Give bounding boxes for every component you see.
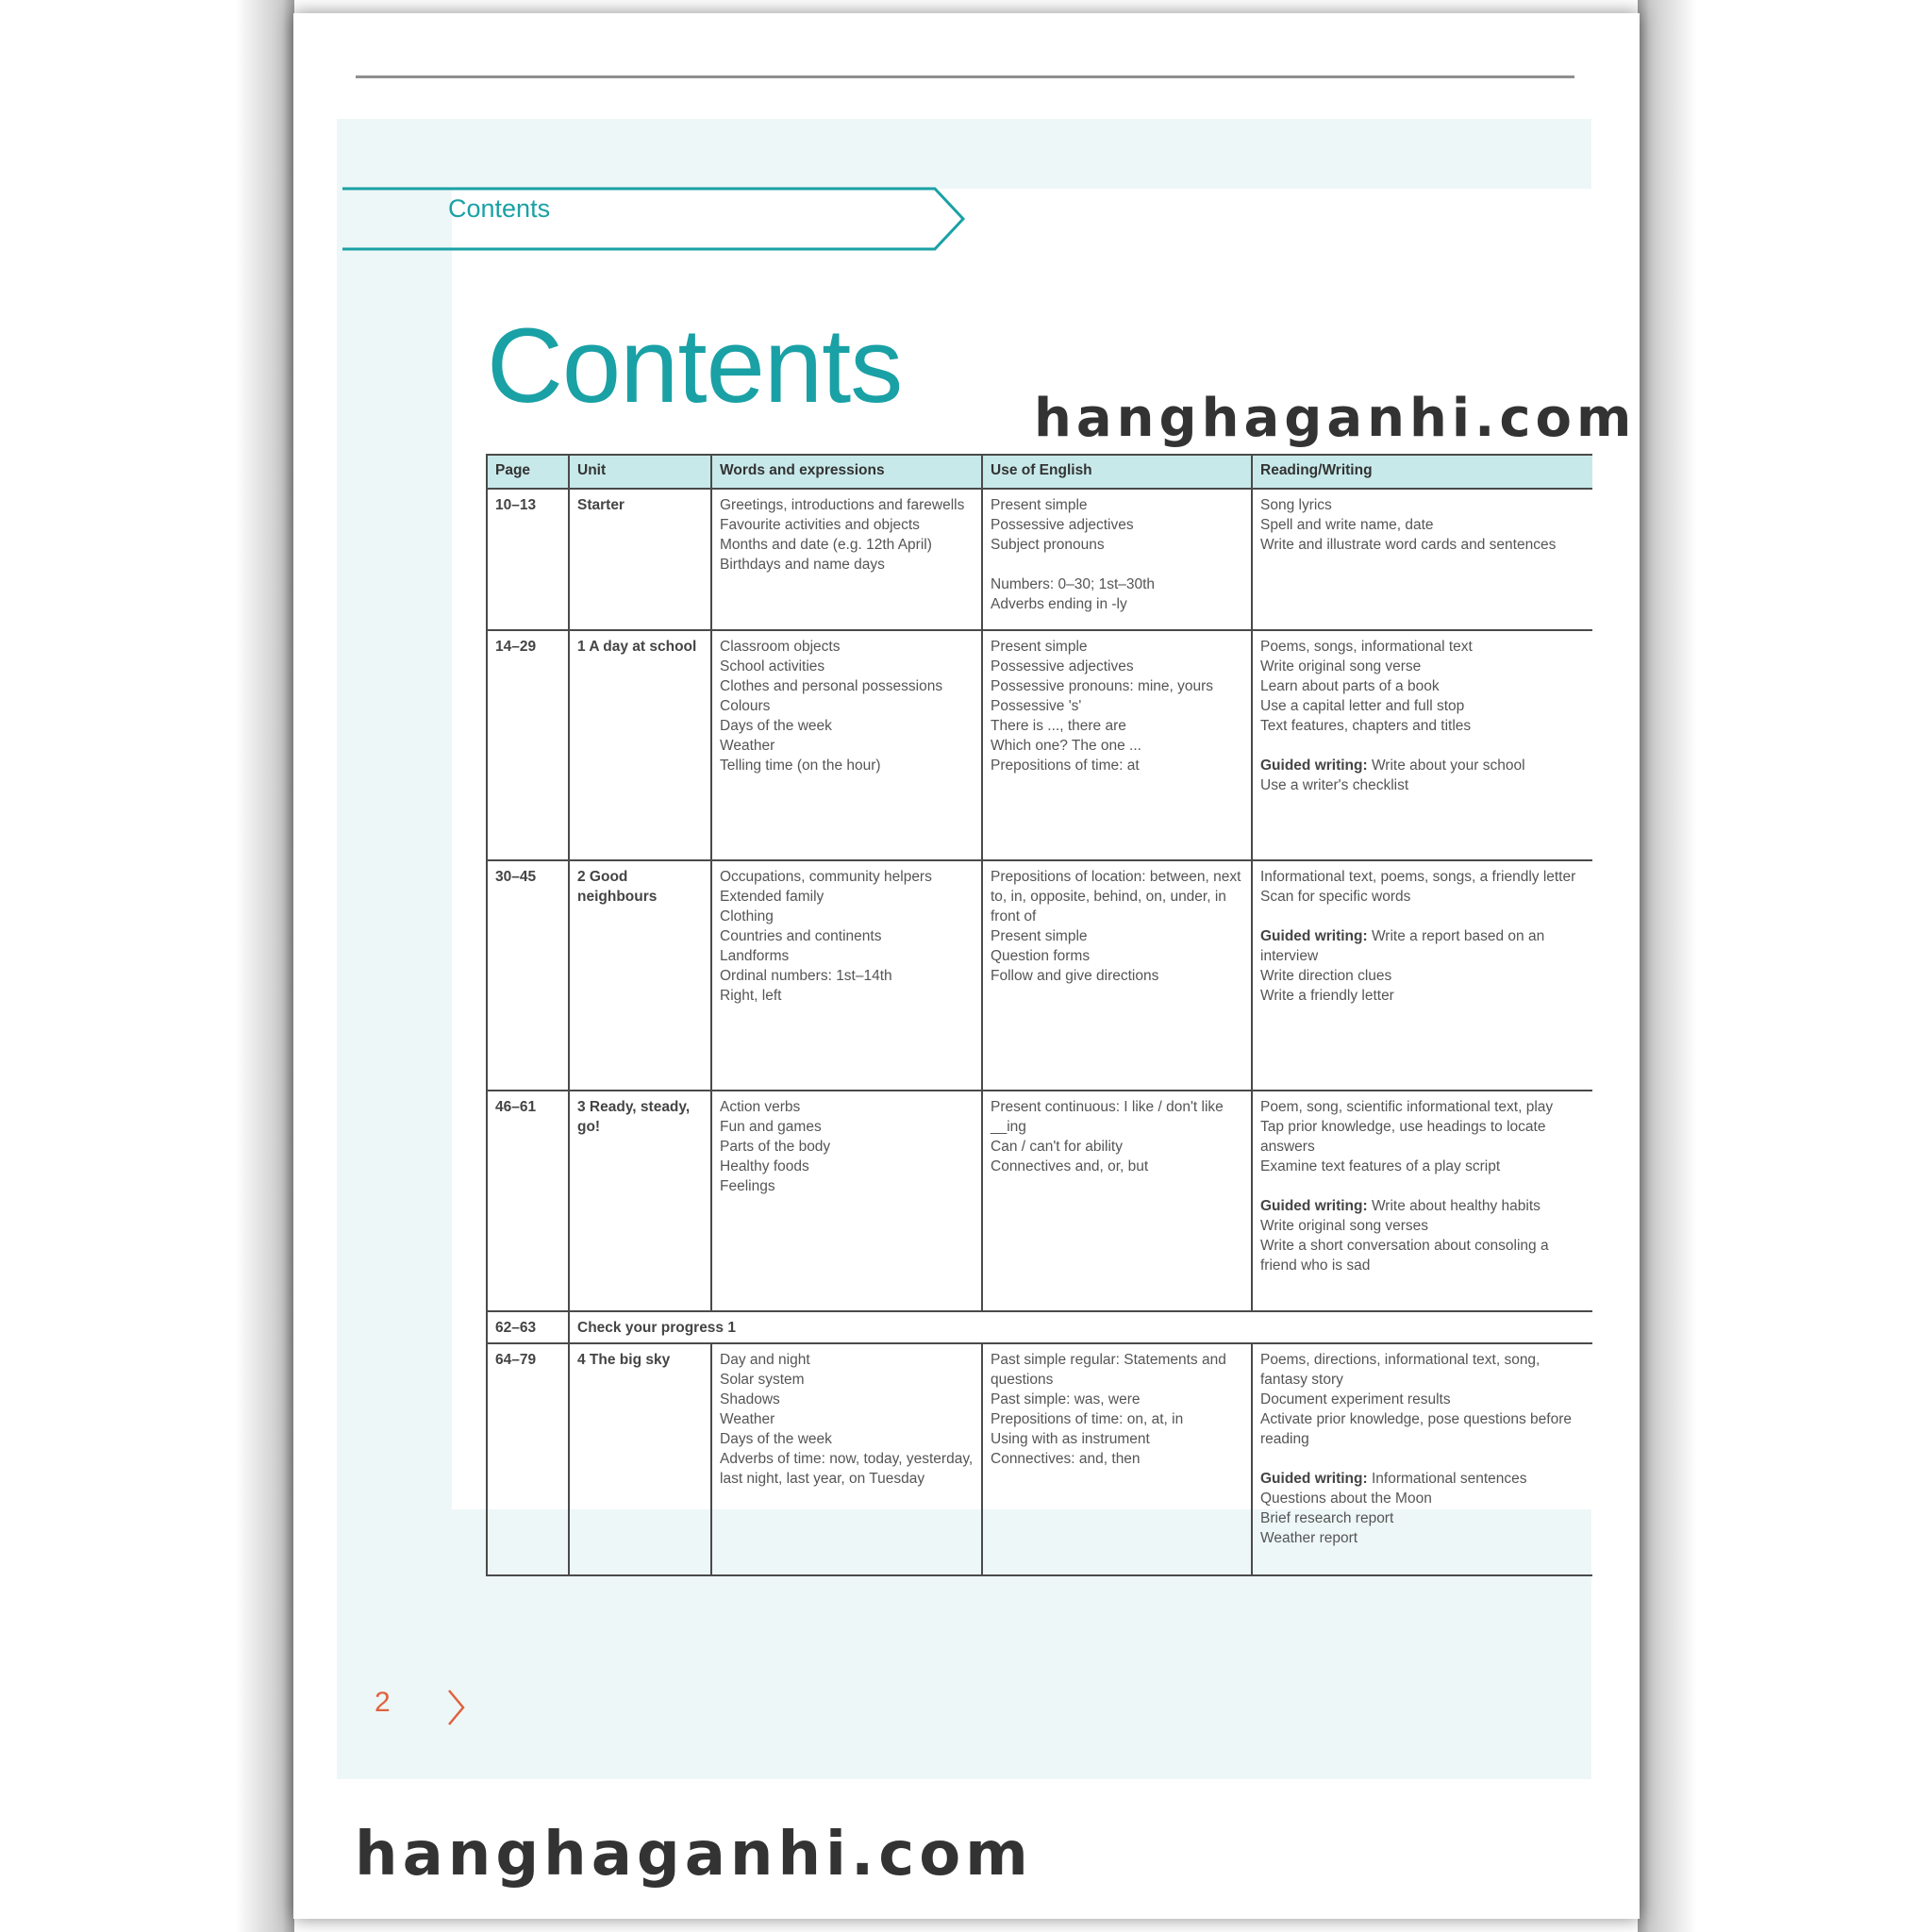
list-item: Spell and write name, date	[1260, 517, 1434, 533]
list-item: Using with as instrument	[991, 1431, 1150, 1447]
words-cell	[711, 1343, 982, 1575]
guided-writing-text: Informational sentences	[1367, 1471, 1527, 1487]
list-item: Adverbs ending in -ly	[991, 596, 1127, 612]
list-item: Prepositions of time: at	[991, 758, 1140, 774]
page-sheet	[293, 13, 1640, 1919]
list-item: Can / can't for ability	[991, 1139, 1123, 1155]
english-cell	[982, 489, 1252, 630]
list-item: Parts of the body	[720, 1139, 831, 1155]
list-item: Scan for specific words	[1260, 889, 1411, 905]
list-item: Which one? The one ...	[991, 738, 1141, 754]
guided-writing-text: Write a report based on an interview	[1260, 928, 1545, 964]
reading-cell	[1252, 1091, 1592, 1311]
header-reading: Reading/Writing	[1252, 455, 1592, 489]
page-title: Contents	[487, 307, 903, 425]
english-cell	[982, 630, 1252, 860]
page-cell: 64–79	[487, 1343, 569, 1575]
list-item: Past simple regular: Statements and questions	[991, 1352, 1226, 1388]
list-item: Countries and continents	[720, 928, 882, 944]
unit-cell: 1 A day at school	[569, 630, 711, 860]
list-item: Weather	[720, 1411, 775, 1427]
table-row	[487, 630, 1592, 860]
spacer	[1260, 1449, 1585, 1469]
header-words: Words and expressions	[711, 455, 982, 489]
list-item: Months and date (e.g. 12th April)	[720, 537, 932, 553]
list-item: Brief research report	[1260, 1510, 1394, 1526]
list-item: Write a short conversation about consoling a friend who is sad	[1260, 1238, 1549, 1274]
list-item: Question forms	[991, 948, 1091, 964]
list-item: Clothes and personal possessions	[720, 678, 943, 694]
list-item: Questions about the Moon	[1260, 1491, 1432, 1507]
list-item: Use a capital letter and full stop	[1260, 698, 1465, 714]
reading-cell	[1252, 489, 1592, 630]
list-item: Clothing	[720, 908, 774, 924]
header-english: Use of English	[982, 455, 1252, 489]
words-cell	[711, 630, 982, 860]
list-item: Connectives: and, then	[991, 1451, 1141, 1467]
spacer	[1260, 907, 1585, 926]
list-item: Possessive pronouns: mine, yours	[991, 678, 1214, 694]
list-item: Solar system	[720, 1372, 805, 1388]
watermark-bottom: hanghaganhi.com	[355, 1820, 1033, 1890]
banner-label: Contents	[448, 194, 551, 223]
list-item: Favourite activities and objects	[720, 517, 920, 533]
list-item: Possessive 's'	[991, 698, 1082, 714]
guided-writing	[1260, 756, 1585, 775]
english-cell	[982, 1343, 1252, 1575]
list-item: Classroom objects	[720, 639, 841, 655]
list-item: Shadows	[720, 1391, 780, 1407]
list-item: Activate prior knowledge, pose questions before reading	[1260, 1411, 1573, 1447]
list-item: Possessive adjectives	[991, 517, 1134, 533]
list-item: Right, left	[720, 988, 782, 1004]
watermark-top: hanghaganhi.com	[1034, 388, 1637, 449]
page-cell: 46–61	[487, 1091, 569, 1311]
header-page: Page	[487, 455, 569, 489]
list-item: Connectives and, or, but	[991, 1158, 1149, 1174]
list-item: Days of the week	[720, 1431, 832, 1447]
unit-cell: 3 Ready, steady, go!	[569, 1091, 711, 1311]
list-item: Present simple	[991, 928, 1088, 944]
guided-writing-label: Guided writing:	[1260, 1471, 1368, 1487]
list-item: Follow and give directions	[991, 968, 1159, 984]
reading-cell	[1252, 860, 1592, 1091]
list-item: Write original song verses	[1260, 1218, 1429, 1234]
list-item: Subject pronouns	[991, 537, 1105, 553]
list-item: Weather report	[1260, 1530, 1358, 1546]
list-item: Document experiment results	[1260, 1391, 1451, 1407]
guided-writing	[1260, 1469, 1585, 1489]
list-item: Write direction clues	[1260, 968, 1392, 984]
list-item: Poems, directions, informational text, song, fantasy story	[1260, 1352, 1541, 1388]
guided-writing	[1260, 926, 1585, 966]
list-item: Write original song verse	[1260, 658, 1422, 675]
list-item: Days of the week	[720, 718, 832, 734]
progress-check-cell: Check your progress 1	[569, 1311, 1592, 1343]
words-cell	[711, 1091, 982, 1311]
list-item: Possessive adjectives	[991, 658, 1134, 675]
spacer	[1260, 1176, 1585, 1196]
page-cell: 30–45	[487, 860, 569, 1091]
list-item: Action verbs	[720, 1099, 801, 1115]
guided-writing-label: Guided writing:	[1260, 758, 1368, 774]
list-item: Prepositions of location: between, next to, in, opposite, behind, on, under, in front of	[991, 869, 1241, 924]
words-cell	[711, 860, 982, 1091]
list-item: Examine text features of a play script	[1260, 1158, 1501, 1174]
list-item: Birthdays and name days	[720, 557, 885, 573]
list-item: Poems, songs, informational text	[1260, 639, 1473, 655]
list-item: There is ..., there are	[991, 718, 1126, 734]
list-item: Prepositions of time: on, at, in	[991, 1411, 1184, 1427]
section-banner	[342, 174, 984, 251]
list-item: Extended family	[720, 889, 824, 905]
list-item: Poem, song, scientific informational text, play	[1260, 1099, 1554, 1115]
table-row	[487, 1311, 1592, 1343]
list-item: Colours	[720, 698, 771, 714]
spacer	[991, 555, 1243, 575]
list-item: Fun and games	[720, 1119, 822, 1135]
words-cell	[711, 489, 982, 630]
list-item: Tap prior knowledge, use headings to locate answers	[1260, 1119, 1546, 1155]
list-item: Write and illustrate word cards and sentences	[1260, 537, 1557, 553]
list-item: Present continuous: I like / don't like __ing	[991, 1099, 1224, 1135]
spacer	[1260, 736, 1585, 756]
guided-writing-text: Write about your school	[1367, 758, 1525, 774]
list-item: Informational text, poems, songs, a friendly letter	[1260, 869, 1576, 885]
list-item: Text features, chapters and titles	[1260, 718, 1472, 734]
english-cell	[982, 1091, 1252, 1311]
scan-shadow-right	[1638, 0, 1932, 1932]
list-item: Use a writer's checklist	[1260, 777, 1409, 793]
unit-cell: 4 The big sky	[569, 1343, 711, 1575]
header-unit: Unit	[569, 455, 711, 489]
table-row	[487, 489, 1592, 630]
page-cell: 14–29	[487, 630, 569, 860]
list-item: Write a friendly letter	[1260, 988, 1394, 1004]
reading-cell	[1252, 630, 1592, 860]
guided-writing-label: Guided writing:	[1260, 928, 1368, 944]
list-item: Greetings, introductions and farewells	[720, 497, 965, 513]
list-item: Present simple	[991, 639, 1088, 655]
table-row	[487, 1091, 1592, 1311]
unit-cell: Starter	[569, 489, 711, 630]
guided-writing-text: Write about healthy habits	[1367, 1198, 1541, 1214]
page-cell: 62–63	[487, 1311, 569, 1343]
list-item: Learn about parts of a book	[1260, 678, 1440, 694]
top-rule	[356, 75, 1574, 78]
guided-writing	[1260, 1196, 1585, 1216]
list-item: Past simple: was, were	[991, 1391, 1141, 1407]
list-item: Feelings	[720, 1178, 775, 1194]
table-header-row	[487, 455, 1592, 489]
list-item: Present simple	[991, 497, 1088, 513]
list-item: Occupations, community helpers	[720, 869, 932, 885]
reading-cell	[1252, 1343, 1592, 1575]
unit-cell: 2 Good neighbours	[569, 860, 711, 1091]
list-item: Song lyrics	[1260, 497, 1332, 513]
list-item: Weather	[720, 738, 775, 754]
scan-shadow-left	[0, 0, 294, 1932]
banner-arrow-shape	[342, 174, 984, 251]
contents-table	[486, 454, 1592, 1576]
list-item: Ordinal numbers: 1st–14th	[720, 968, 892, 984]
guided-writing-label: Guided writing:	[1260, 1198, 1368, 1214]
list-item: School activities	[720, 658, 825, 675]
table-row	[487, 1343, 1592, 1575]
list-item: Day and night	[720, 1352, 810, 1368]
list-item: Adverbs of time: now, today, yesterday, last night, last year, on Tuesday	[720, 1451, 974, 1487]
english-cell	[982, 860, 1252, 1091]
chevron-right-icon	[446, 1689, 467, 1726]
list-item: Numbers: 0–30; 1st–30th	[991, 576, 1156, 592]
list-item: Landforms	[720, 948, 790, 964]
list-item: Telling time (on the hour)	[720, 758, 881, 774]
page-number: 2	[375, 1687, 391, 1718]
page-cell: 10–13	[487, 489, 569, 630]
list-item: Healthy foods	[720, 1158, 809, 1174]
table-row	[487, 860, 1592, 1091]
